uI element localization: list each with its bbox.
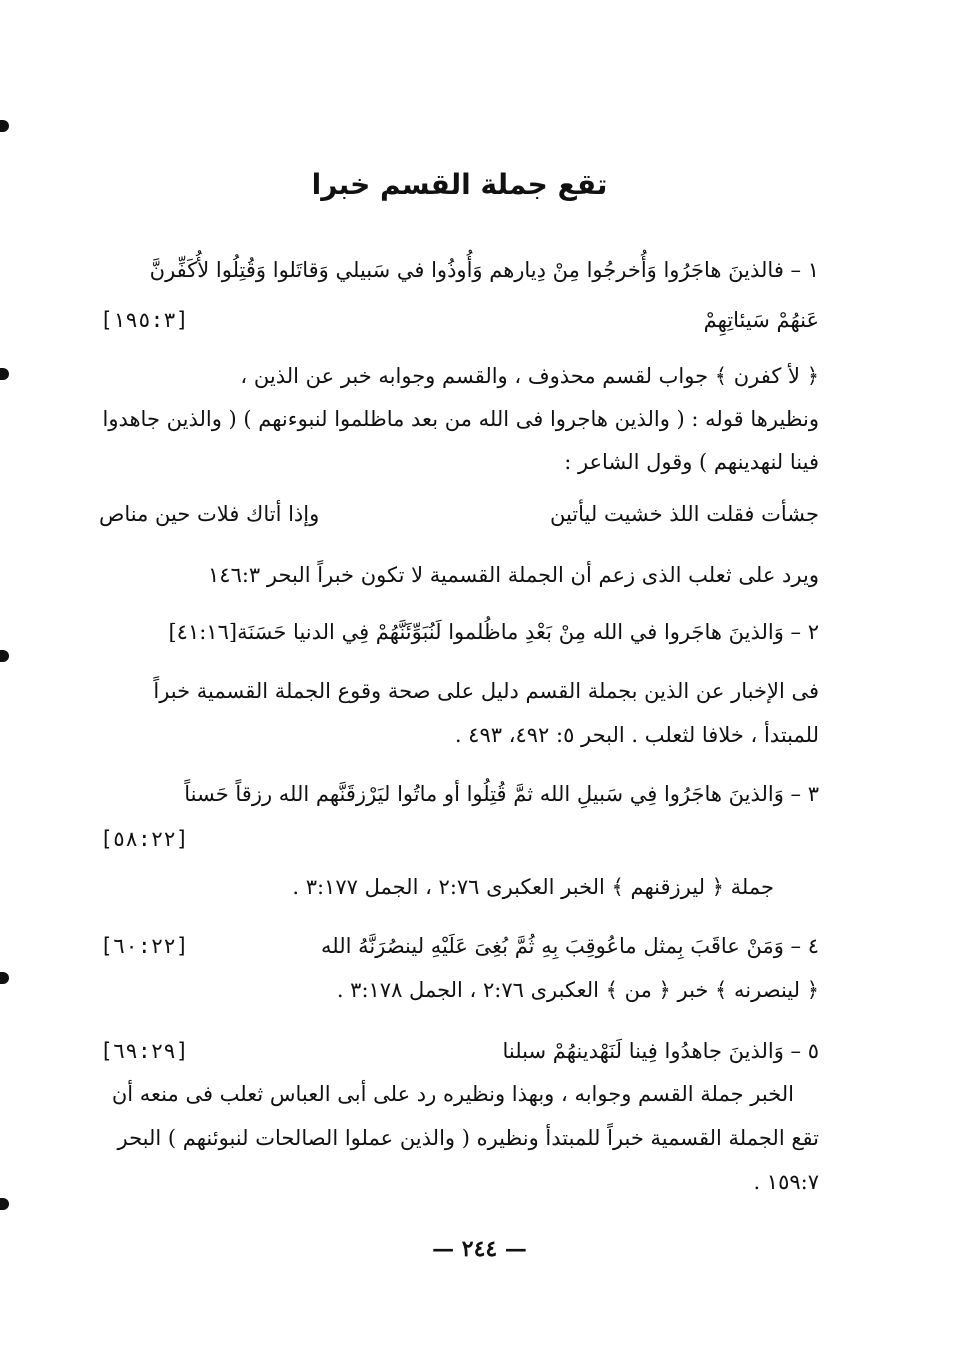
verse-line: ٤ – وَمَنْ عاقَبَ بِمثل ماعُوقِبَ بِهِ ثُمَّ بُغِىَ عَلَيْهِ لينصُرَنَّهُ الله — [321, 934, 819, 958]
page-title: تقع جملة القسم خبرا — [311, 168, 608, 201]
commentary-line: فى الإخبار عن الذين بجملة القسم دليل على صحة وقوع الجملة القسمية خبراً — [153, 679, 819, 703]
poem-hemistich-right: جشأت فقلت اللذ خشيت ليأتين — [549, 502, 819, 526]
commentary-line: تقع الجملة القسمية خبراً للمبتدأ ونظيره ( والذين عملوا الصالحات لنبوئنهم ) البحر — [117, 1126, 819, 1150]
poem-hemistich-left: وإذا أتاك فلات حين مناص — [99, 502, 320, 526]
verse-line: ٥ – وَالذينَ جاهدُوا فِينا لَنَهْدينهُمْ سبلنا — [502, 1039, 819, 1063]
scan-edge-mark — [0, 650, 9, 662]
commentary-line: ونظيرها قوله : ( والذين هاجروا فى الله من بعد ماظلموا لنبوءنهم ) ( والذين جاهدوا — [102, 407, 819, 431]
commentary-line: ﴿ لينصرنه ﴾ خبر ﴿ من ﴾ العكبرى ٢:٧٦ ، الجمل ٣:١٧٨ . — [336, 978, 819, 1002]
scan-edge-mark — [0, 368, 9, 380]
commentary-line: الخبر جملة القسم وجوابه ، وبهذا ونظيره رد على أبى العباس ثعلب فى منعه أن — [111, 1082, 794, 1106]
commentary-line: جملة ﴿ ليرزقنهم ﴾ الخبر العكبرى ٢:٧٦ ، الجمل ٣:١٧٧ . — [292, 875, 774, 899]
commentary-line: ﴿ لأ كفرن ﴾ جواب لقسم محذوف ، والقسم وجوابه خبر عن الذين ، — [240, 364, 819, 388]
verse-reference: [١٩٥:٣] — [100, 308, 189, 332]
commentary-line: فينا لنهدينهم ) وقول الشاعر : — [564, 450, 819, 474]
verse-reference: [٥٨:٢٢] — [100, 827, 189, 851]
verse-line: ٢ – وَالذينَ هاجَروا في الله مِنْ بَعْدِ ماظُلموا لَنُبَوِّئَنَّهُمْ فِي الدنيا حَسَنَة[٤١:١٦] — [168, 620, 819, 644]
verse-reference: [٦٠:٢٢] — [100, 934, 189, 958]
page-number: — ٢٤٤ — — [432, 1236, 527, 1262]
verse-line: ١ – فالذينَ هاجَرُوا وَأُخرجُوا مِنْ دِيارهم وَأُوذُوا في سَبيلي وَقاتَلوا وَقُتِلُوا لأُكَفِّرنَّ — [149, 258, 819, 282]
commentary-line: ويرد على ثعلب الذى زعم أن الجملة القسمية لا تكون خبراً البحر ١٤٦:٣ — [208, 563, 819, 587]
commentary-line: ١٥٩:٧ . — [753, 1170, 819, 1194]
scan-edge-mark — [0, 972, 9, 984]
commentary-line: للمبتدأ ، خلافا لثعلب . البحر ٥: ٤٩٢، ٤٩٣ . — [454, 723, 819, 747]
scan-edge-mark — [0, 1198, 9, 1210]
scan-edge-mark — [0, 120, 9, 132]
verse-line: عَنهُمْ سَيئاتِهِمْ — [703, 308, 819, 332]
verse-reference: [٦٩:٢٩] — [100, 1039, 189, 1063]
verse-line: ٣ – وَالذينَ هاجَرُوا فِي سَبيلِ الله ثمَّ قُتِلُوا أو ماتُوا ليَرْزقَنَّهم الله رزقاً حَسناً — [184, 782, 819, 806]
